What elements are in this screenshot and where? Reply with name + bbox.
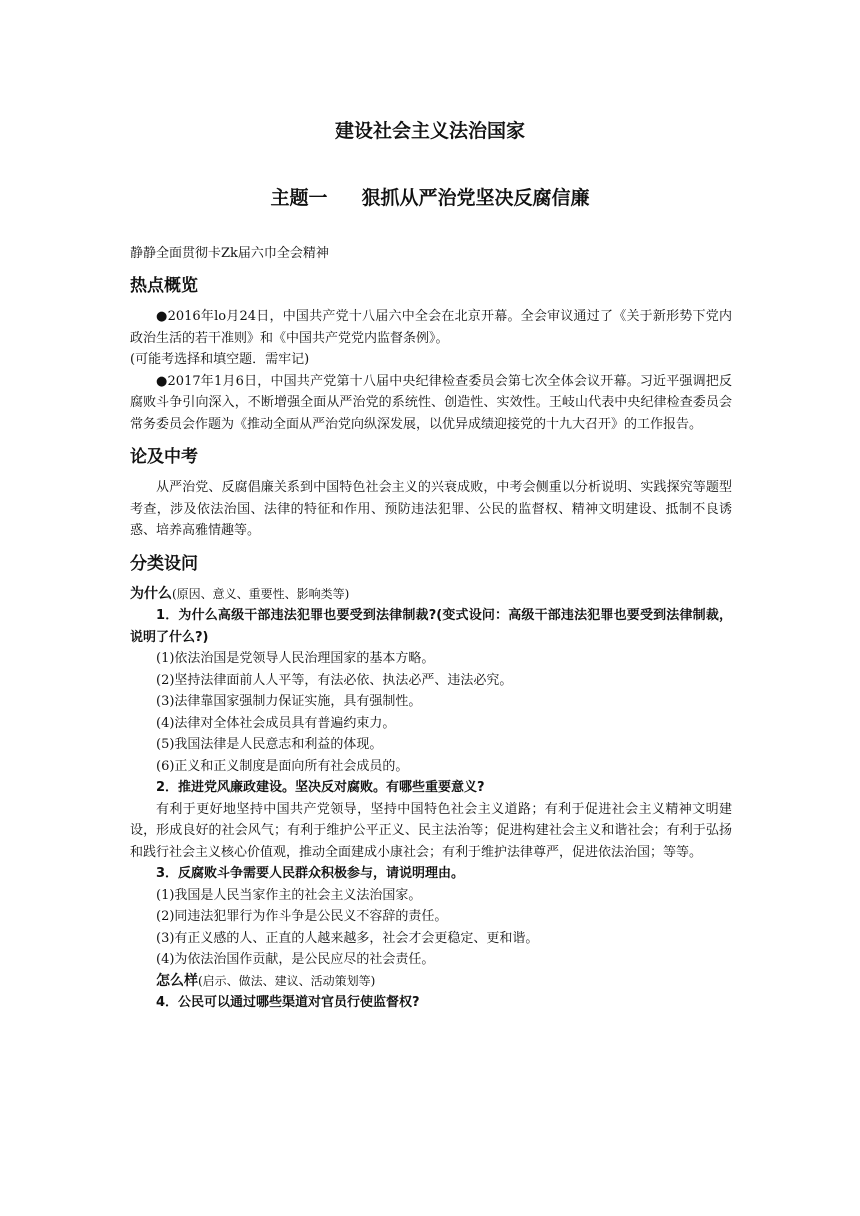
question-2: 2．推进党风廉政建设。坚决反对腐败。有哪些重要意义? — [156, 780, 485, 795]
document-body — [130, 244, 732, 1014]
section-heading-exam: 论及中考 — [130, 447, 198, 467]
why-subheading — [130, 584, 732, 606]
question-4: 4．公民可以通过哪些渠道对官员行使监督权? — [156, 995, 420, 1010]
how-subheading — [130, 971, 732, 993]
q1-answer-item: (3)法律靠国家强制力保证实施，具有强制性。 — [156, 694, 422, 709]
q1-answer-item: (4)法律对全体社会成员具有普遍约束力。 — [156, 715, 396, 731]
topic-label: 主题一 — [270, 187, 328, 209]
question-3: 3．反腐败斗争需要人民群众积极参与，请说明理由。 — [156, 866, 465, 881]
q3-answer-item: (2)同违法犯罪行为作斗争是公民义不容辞的责任。 — [156, 909, 448, 924]
q3-answer-item: (4)为依法治国作贡献，是公民应尽的社会责任。 — [156, 952, 435, 967]
topic-title — [0, 183, 860, 210]
how-note: (启示、做法、建议、活动策划等) — [198, 973, 376, 988]
q1-answer-item: (5)我国法律是人民意志和利益的体现。 — [156, 737, 383, 752]
hot-topic-paragraph-2: ●2017年1月6日，中国共产党第十八届中央纪律检查委员会第七次全体会议开幕。习近平强调把反腐败斗争引向深入，不断增强全面从严治党的系统性、创造性、实效性。王岐山代表中央纪律检查委员会常务委员会作题为《推动全面从严治党向纵深发展，以优异成绩迎接党的十九大召开》的工作报告。 — [130, 373, 732, 432]
question-1: 1．为什么高级干部违法犯罪也要受到法律制裁?(变式设问：高级干部违法犯罪也要受到法律制裁，说明了什么?) — [130, 608, 732, 645]
why-label: 为什么 — [130, 585, 172, 602]
section-heading-hot-topics: 热点概览 — [130, 276, 198, 296]
exam-paragraph: 从严治党、反腐倡廉关系到中国特色社会主义的兴衰成败，中考会侧重以分析说明、实践探究等题型考查，涉及依法治国、法律的特征和作用、预防违法犯罪、公民的监督权、精神文明建设、抵制不良诱惑、培养高雅情趣等。 — [130, 480, 732, 538]
q3-answer-item: (1)我国是人民当家作主的社会主义法治国家。 — [156, 887, 422, 903]
topic-text: 狠抓从严治党坚决反腐信廉 — [361, 187, 590, 209]
q1-answer-item: (2)坚持法律面前人人平等，有法必依、执法必严、违法必究。 — [156, 672, 513, 688]
hot-topic-note: (可能考选择和填空题．需牢记) — [130, 352, 310, 367]
how-label: 怎么样 — [156, 972, 198, 989]
document-title: 建设社会主义法治国家 — [334, 120, 525, 142]
q3-answer-item: (3)有正义感的人、正直的人越来越多，社会才会更稳定、更和谐。 — [156, 930, 539, 946]
section-heading-classified: 分类设问 — [130, 553, 198, 574]
hot-topic-paragraph-1: ●2016年lo月24日，中国共产党十八届六中全会在北京开幕。全会审议通过了《关于新形势下党内政治生活的若干准则》和《中国共产党党内监督条例》。 — [130, 309, 732, 346]
intro-line: 静静全面贯彻卡Zk届六巾全会精神 — [130, 246, 329, 261]
q2-answer: 有利于更好地坚持中国共产党领导，坚持中国特色社会主义道路；有利于促进社会主义精神文明建设，形成良好的社会风气；有利于维护公平正义、民主法治等；促进构建社会主义和谐社会；有利于弘扬和践行社会主义核心价值观，推动全面建成小康社会；有利于维护法律尊严，促进依法治国；等等。 — [130, 801, 732, 860]
q1-answer-item: (6)正义和正义制度是面向所有社会成员的。 — [156, 758, 409, 774]
why-note: (原因、意义、重要性、影响类等) — [172, 586, 350, 601]
q1-answer-item: (1)依法治国是党领导人民治理国家的基本方略。 — [156, 651, 435, 666]
